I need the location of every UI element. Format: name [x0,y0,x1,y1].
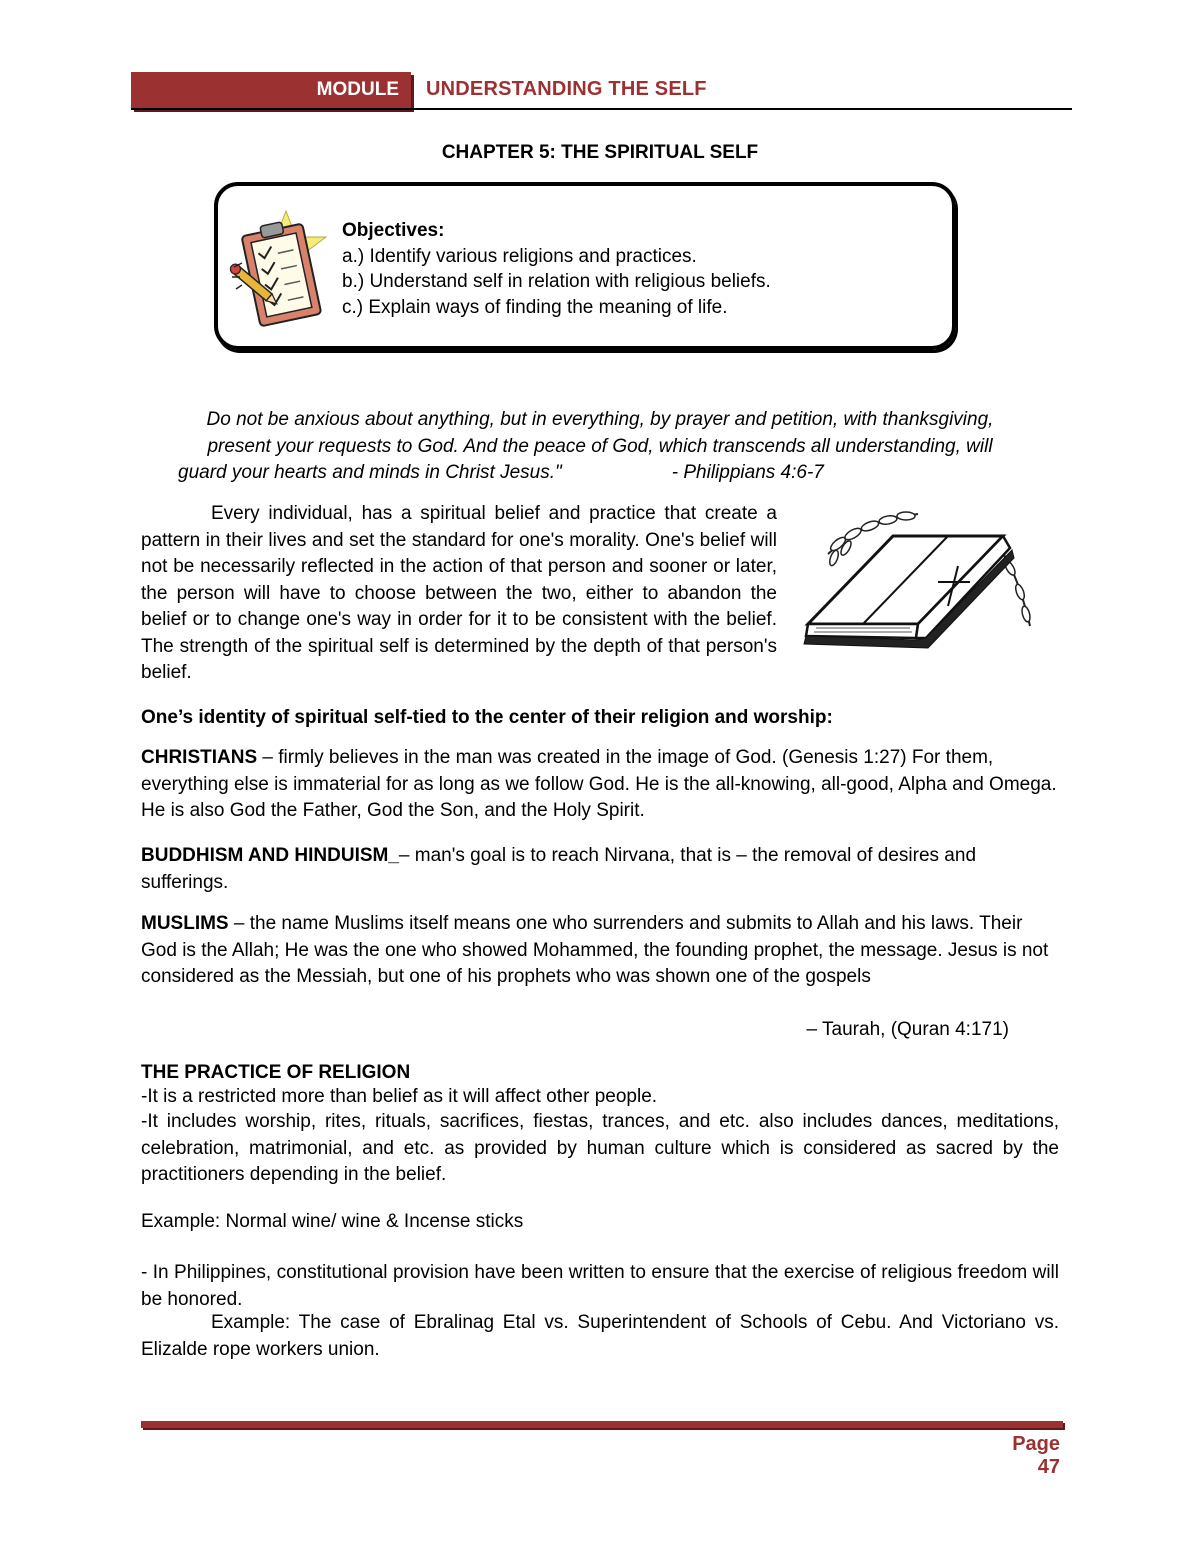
christians-paragraph [141,745,1059,825]
buddhism-text: – man's goal is to reach Nirvana, that is – the removal of desires and sufferings. [141,845,977,893]
practice-line: -It includes worship, rites, rituals, sacrifices, fiestas, trances, and etc. also includes dances, meditations, celebration, matrimonial, and etc. as provided by human culture which is considered as sacred by the practitioners depending in the belief. [141,1111,1059,1185]
header-divider [131,108,1072,110]
buddhism-term: BUDDHISM AND HINDUISM [141,845,389,866]
quote-line: present your requests to God. And the peace of God, which transcends all understanding, will [207,435,993,457]
objective-item: b.) Understand self in relation with religious beliefs. [342,271,771,292]
objectives-title: Objectives: [342,220,445,241]
quran-citation: – Taurah, (Quran 4:171) [806,1019,1009,1040]
muslims-paragraph [141,911,1059,991]
buddhism-paragraph [141,843,1059,896]
quote-line: Do not be anxious about anything, but in everything, by prayer and petition, with thanksgiving, [206,409,994,430]
practice-heading: THE PRACTICE OF RELIGION [141,1062,411,1083]
muslims-text: – the name Muslims itself means one who surrenders and submits to Allah and his laws. Their God is the Allah; He was the one who showed Mohammed, the founding prophet, the message. Jesus is not considered as the Messiah, but one of his prophets who was shown one of the gospels [141,913,1049,987]
bible-quote [100,407,1100,487]
objective-item: a.) Identify various religions and practices. [342,245,697,267]
footer-divider [141,1421,1063,1428]
module-label: MODULE [316,79,399,100]
muslims-term: MUSLIMS [141,913,229,934]
christians-text: – firmly believes in the man was created in the image of God. (Genesis 1:27) For them, everything else is immaterial for as long as we follow God. He is the all-knowing, all-good, Alpha and Omega. He is also God the Father, God the Son, and the Holy Spirit. [141,747,1057,821]
quote-citation: - Philippians 4:6-7 [671,462,824,483]
page-number: Page 47 [1012,1433,1060,1478]
objectives-list [342,218,771,320]
practice-example: Example: Normal wine/ wine & Incense sticks [141,1211,524,1232]
clipboard-checklist-icon [226,207,332,331]
open-bible-icon [798,506,1038,656]
philippines-paragraph: - In Philippines, constitutional provision have been written to ensure that the exercise of religious freedom will be honored. [141,1262,1059,1310]
objective-item: c.) Explain ways of finding the meaning of life. [342,296,728,318]
case-example: Example: The case of Ebralinag Etal vs. Superintendent of Schools of Cebu. And Victoriano vs. Elizalde rope workers union. [141,1312,1059,1360]
christians-term: CHRISTIANS [141,747,258,768]
module-title: UNDERSTANDING THE SELF [426,78,707,100]
intro-paragraph [141,501,777,687]
quote-line: guard your hearts and minds in Christ Jesus." [178,462,562,483]
identity-heading: One’s identity of spiritual self-tied to the center of their religion and worship: [141,707,833,728]
module-tag [131,72,411,109]
chapter-title: CHAPTER 5: THE SPIRITUAL SELF [441,142,759,163]
buddhism-underscore: _ [388,845,399,866]
practice-line: -It is a restricted more than belief as it will affect other people. [141,1086,658,1107]
intro-text: Every individual, has a spiritual belief and practice that create a pattern in their lives and set the standard for one's morality. One's belief will not be necessarily reflected in the action of that person and sooner or later, the person will have to choose between the two, either to abandon the belief or to change one's way in order for it to be consistent with the belief. The strength of the spiritual self is determined by the depth of that person's belief. [141,503,777,683]
